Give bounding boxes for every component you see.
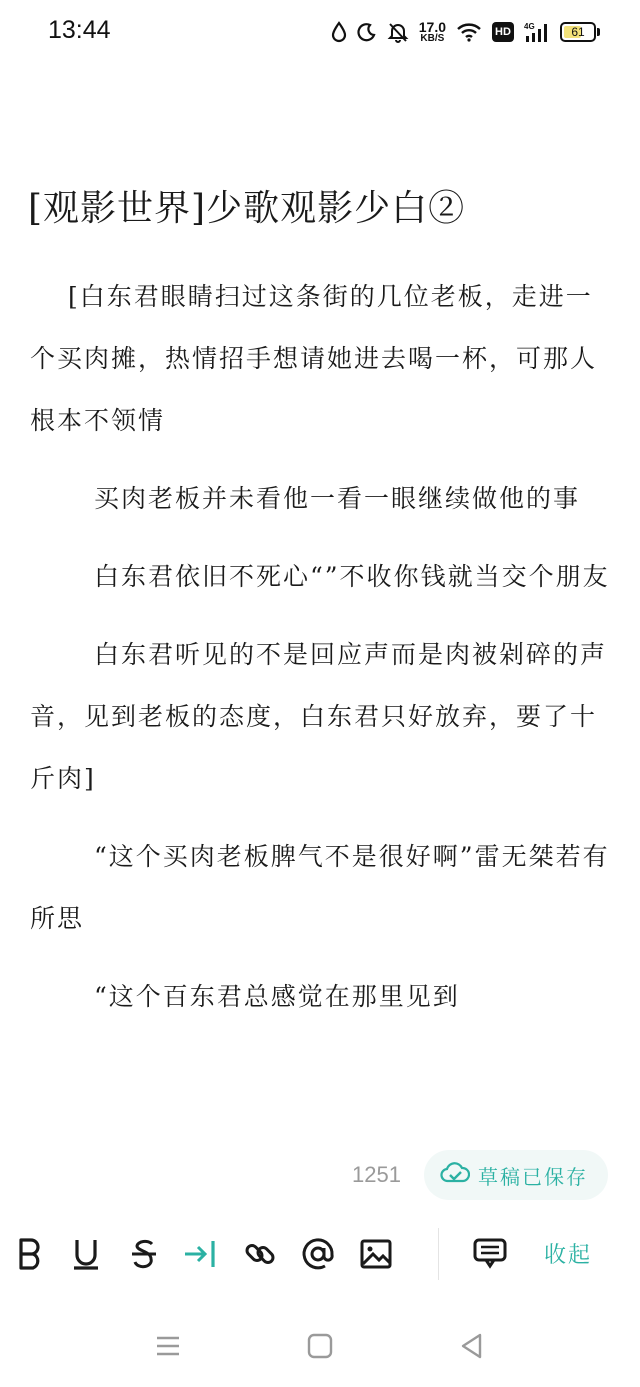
- svg-text:4G: 4G: [524, 22, 535, 31]
- moon-icon: [357, 22, 377, 42]
- battery-level: 61: [571, 25, 585, 39]
- bell-mute-icon: [387, 21, 409, 43]
- toolbar-divider: [438, 1228, 439, 1280]
- battery-indicator: [560, 22, 600, 42]
- status-bar: [0, 0, 640, 64]
- link-icon[interactable]: [240, 1234, 280, 1274]
- cloud-check-icon: [440, 1161, 470, 1189]
- paragraph[interactable]: “这个百东君总感觉在那里见到: [94, 982, 460, 1011]
- image-icon[interactable]: [356, 1234, 396, 1274]
- collapse-button[interactable]: 收起: [544, 1243, 593, 1268]
- net-speed-unit: KB/S: [420, 33, 445, 44]
- document-body[interactable]: [30, 266, 612, 1044]
- comment-icon[interactable]: [470, 1234, 510, 1274]
- strikethrough-icon[interactable]: [124, 1234, 164, 1274]
- status-icons: [331, 14, 600, 50]
- paragraph[interactable]: 白东君听见的不是回应声而是肉被剁碎的声音，见到老板的态度，白东君只好放弃，要了十斤肉]: [30, 640, 608, 793]
- hd-badge: HD: [492, 22, 514, 42]
- paragraph[interactable]: 买肉老板并未看他一看一眼继续做他的事: [94, 484, 581, 513]
- wifi-icon: [456, 22, 482, 42]
- home-icon[interactable]: [302, 1328, 338, 1364]
- document-title[interactable]: [观影世界]少歌观影少白②: [28, 188, 466, 229]
- formatting-toolbar: [0, 1220, 640, 1290]
- net-speed-value: 17.0: [418, 19, 446, 35]
- paragraph[interactable]: [白东君眼睛扫过这条街的几位老板，走进一个买肉摊，热情招手想请她进去喝一杯，可那人根本不领情: [30, 282, 598, 435]
- menu-icon[interactable]: [150, 1328, 186, 1364]
- draft-saved-status: [424, 1150, 608, 1200]
- cellular-signal-icon: [524, 21, 550, 43]
- word-count: 1251: [352, 1162, 401, 1187]
- indent-icon[interactable]: [180, 1234, 220, 1274]
- net-speed: [419, 20, 446, 44]
- status-time: 13:44: [48, 16, 111, 44]
- mention-icon[interactable]: [298, 1234, 338, 1274]
- back-icon[interactable]: [454, 1328, 490, 1364]
- paragraph[interactable]: “这个买肉老板脾气不是很好啊”雷无桀若有所思: [30, 842, 610, 933]
- paragraph[interactable]: 白东君依旧不死心“”不收你钱就当交个朋友: [94, 562, 610, 591]
- water-drop-icon: [331, 21, 347, 43]
- underline-icon[interactable]: [66, 1234, 106, 1274]
- draft-status-label: 草稿已保存: [478, 1164, 588, 1189]
- bold-icon[interactable]: [10, 1234, 50, 1274]
- system-nav-bar: [0, 1310, 640, 1380]
